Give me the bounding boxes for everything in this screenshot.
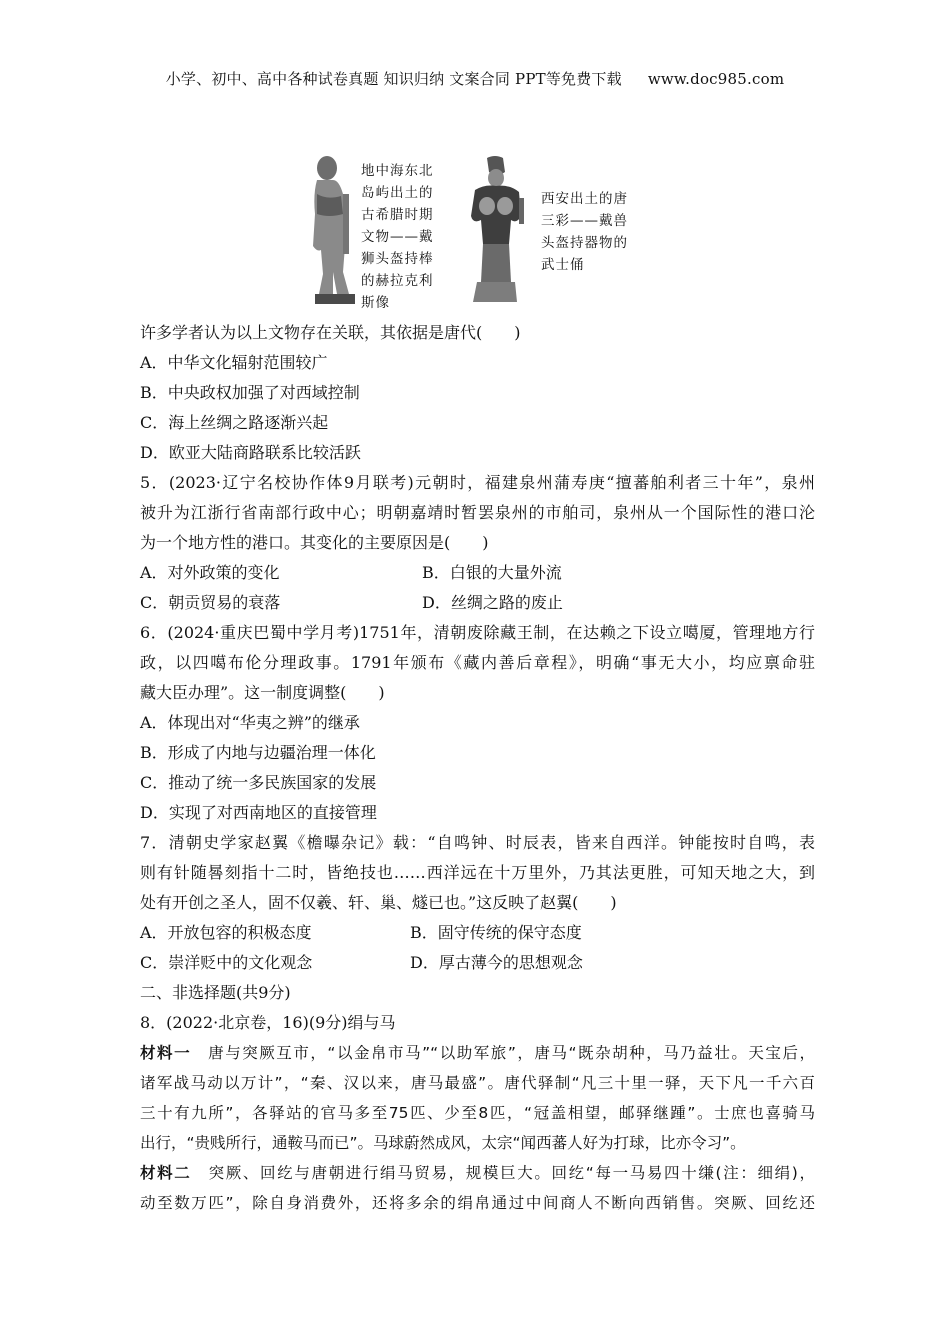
material2-label: 材料二 — [140, 1164, 192, 1182]
q7-line-2: 则有针随晷刻指十二时，皆绝技也……西洋远在十万里外，乃其法更胜，可知天地之大，到 — [140, 863, 815, 882]
header-site: www.doc985.com — [647, 70, 785, 88]
header-text: 小学、初中、高中各种试卷真题 知识归纳 文案合同 PPT等免费下载 — [165, 70, 622, 88]
q5-options-row-1 — [140, 558, 815, 588]
right-caption: 西安出土的唐 三彩——戴兽 头盔持器物的 武士俑 — [541, 191, 628, 273]
q5-option-b: B．白银的大量外流 — [422, 563, 562, 582]
material1-line-4: 出行，“贵贱所行，通鞍马而已”。马球蔚然成风，太宗“闻西蕃人好为打球，比亦令习”。 — [140, 1134, 746, 1152]
section-heading: 二、非选择题(共9分) — [140, 983, 291, 1002]
material1-label: 材料一 — [140, 1044, 192, 1062]
material2-line-2: 动至数万匹”，除自身消费外，还将多余的绢帛通过中间商人不断向西销售。突厥、回纥还 — [140, 1194, 815, 1212]
q4-option-c: C．海上丝绸之路逐渐兴起 — [140, 413, 329, 432]
q7-option-c: C．崇洋贬中的文化观念 — [140, 953, 313, 972]
q5-line-1: 5．(2023·辽宁名校协作体9月联考)元朝时，福建泉州蒲寿庚“擅蕃舶利者三十年”，泉州 — [140, 473, 815, 492]
q6-option-a: A．体现出对“华夷之辨”的继承 — [140, 713, 360, 732]
material2-line-1: 材料二 突厥、回纥与唐朝进行绢马贸易，规模巨大。回纥“每一马易四十缣(注：细绢)， — [140, 1164, 815, 1182]
q6-line-1: 6．(2024·重庆巴蜀中学月考)1751年，清朝废除藏王制，在达赖之下设立噶厦，管理地方行 — [140, 623, 815, 642]
q4-option-a: A．中华文化辐射范围较广 — [140, 353, 328, 372]
left-caption: 地中海东北 岛屿出土的 古希腊时期 文物——戴 狮头盔持棒 的赫拉克利 斯像 — [361, 163, 434, 311]
question-content — [140, 318, 815, 1218]
q5-option-d: D．丝绸之路的废止 — [422, 593, 563, 612]
q7-option-a: A．开放包容的积极态度 — [140, 923, 312, 942]
q7-line-3: 处有开创之圣人，固不仅羲、轩、巢、燧已也。”这反映了赵翼( ) — [140, 893, 617, 912]
q4-stem: 许多学者认为以上文物存在关联，其依据是唐代( ) — [140, 323, 521, 342]
q7-line-1: 7．清朝史学家赵翼《檐曝杂记》载：“自鸣钟、时辰表，皆来自西洋。钟能按时自鸣，表 — [140, 833, 815, 852]
warrior-figurine-image — [461, 154, 531, 306]
q5-line-2: 被升为江浙行省南部行政中心；明朝嘉靖时暂罢泉州的市舶司，泉州从一个国际性的港口沦 — [140, 503, 815, 522]
q7-option-d: D．厚古薄今的思想观念 — [410, 953, 583, 972]
q4-option-b: B．中央政权加强了对西域控制 — [140, 383, 360, 402]
q5-line-3: 为一个地方性的港口。其变化的主要原因是( ) — [140, 533, 489, 552]
q6-option-d: D．实现了对西南地区的直接管理 — [140, 803, 377, 822]
q5-option-c: C．朝贡贸易的衰落 — [140, 593, 281, 612]
q8-materials — [140, 1038, 815, 1218]
q5-option-a: A．对外政策的变化 — [140, 563, 280, 582]
q6-option-b: B．形成了内地与边疆治理一体化 — [140, 743, 376, 762]
artifact-figure — [295, 150, 655, 310]
q7-options-row-1 — [140, 918, 815, 948]
heracles-statue-image — [303, 154, 359, 306]
q6-line-3: 藏大臣办理”。这一制度调整( ) — [140, 683, 385, 702]
q5-options-row-2 — [140, 588, 815, 618]
q8-title: 8．(2022·北京卷，16)(9分)绢与马 — [140, 1013, 396, 1032]
q7-options-row-2 — [140, 948, 815, 978]
q6-line-2: 政，以四噶布伦分理政事。1791年颁布《藏内善后章程》，明确“事无大小，均应禀命驻 — [140, 653, 815, 672]
q6-option-c: C．推动了统一多民族国家的发展 — [140, 773, 377, 792]
q4-option-d: D．欧亚大陆商路联系比较活跃 — [140, 443, 361, 462]
material1-line-1: 材料一 唐与突厥互市，“以金帛市马”“以助军旅”，唐马“既杂胡种，马乃益壮。天宝后， — [140, 1044, 815, 1062]
page-header — [0, 68, 950, 89]
q7-option-b: B．固守传统的保守态度 — [410, 923, 582, 942]
material1-line-3: 三十有九所”，各驿站的官马多至75匹、少至8匹，“冠盖相望，邮驿继踵”。士庶也喜骑马 — [140, 1104, 815, 1122]
material1-line-2: 诸军战马动以万计”，“秦、汉以来，唐马最盛”。唐代驿制“凡三十里一驿，天下凡一千六百 — [140, 1074, 815, 1092]
